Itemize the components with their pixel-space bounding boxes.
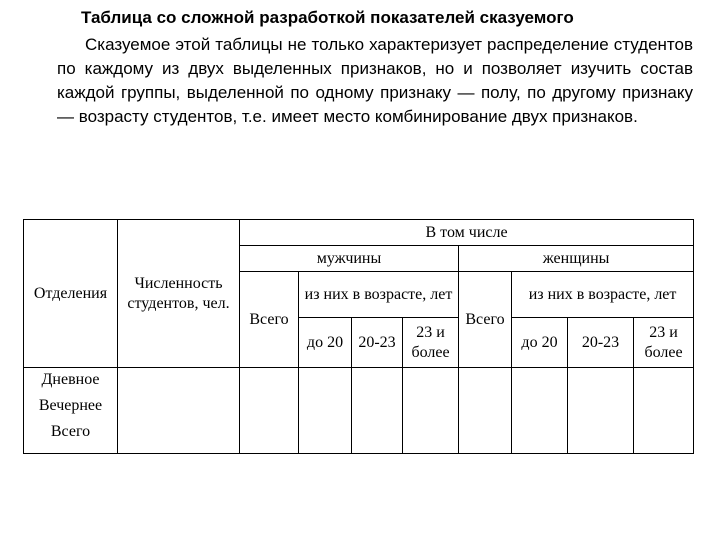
data-cell <box>459 368 512 454</box>
header-men-age-under-20: до 20 <box>299 318 352 368</box>
row-label-evening: Вечернее <box>38 397 103 414</box>
header-men-age-group: из них в возрасте, лет <box>299 272 459 318</box>
header-including: В том числе <box>240 220 694 246</box>
header-women: женщины <box>459 246 694 272</box>
header-women-age-20-23: 20-23 <box>568 318 634 368</box>
header-men-age-23-plus: 23 и более <box>403 318 459 368</box>
data-cell <box>352 368 403 454</box>
header-women-age-23-plus: 23 и более <box>634 318 694 368</box>
header-women-age-group: из них в возрасте, лет <box>512 272 694 318</box>
data-cell <box>240 368 299 454</box>
header-women-age-under-20: до 20 <box>512 318 568 368</box>
data-cell <box>634 368 694 454</box>
row-labels-cell <box>24 368 118 454</box>
row-label-total: Всего <box>50 423 91 440</box>
data-cell <box>299 368 352 454</box>
data-cell <box>403 368 459 454</box>
data-cell <box>118 368 240 454</box>
data-cell <box>568 368 634 454</box>
description-paragraph: Сказуемое этой таблицы не только характеризует распределение студентов по каждому из двух выделенных признаков, но и позволяет изучить состав каждой группы, выделенной по одному признаку — полу, по другому признаку — возрасту студентов, т.е. имеет место комбинирование двух признаков. <box>57 35 693 126</box>
header-departments: Отделения <box>24 220 118 368</box>
header-student-count: Численность студентов, чел. <box>118 220 240 368</box>
row-label-day: Дневное <box>41 371 100 388</box>
header-men-total: Всего <box>240 272 299 368</box>
header-men-age-20-23: 20-23 <box>352 318 403 368</box>
header-women-total: Всего <box>459 272 512 368</box>
statistics-table <box>23 219 694 454</box>
header-men: мужчины <box>240 246 459 272</box>
data-cell <box>512 368 568 454</box>
page-heading: Таблица со сложной разработкой показателей сказуемого <box>81 8 574 27</box>
